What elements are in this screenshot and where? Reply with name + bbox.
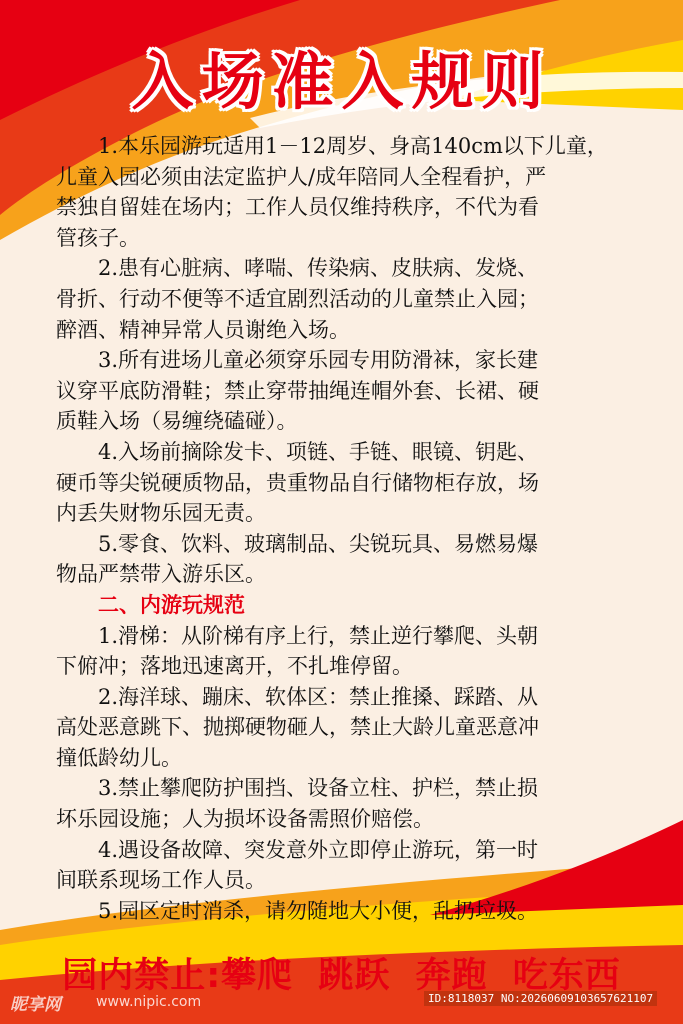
rule-paragraph bbox=[56, 345, 636, 437]
rule-line: 醉酒、精神异常人员谢绝入场。 bbox=[56, 317, 350, 342]
rule-paragraph bbox=[56, 835, 636, 896]
section-2-rules bbox=[56, 621, 636, 927]
rule-line: 物品严禁带入游乐区。 bbox=[56, 562, 266, 587]
slogan-word-2: 跳跃 bbox=[318, 956, 391, 996]
rule-line: 3.禁止攀爬防护围挡、设备立柱、护栏，禁止损 bbox=[98, 776, 539, 801]
rule-line: 坏乐园设施；人为损坏设备需照价赔偿。 bbox=[56, 807, 434, 832]
rule-line: 间联系现场工作人员。 bbox=[56, 868, 266, 893]
slogan-prefix: 园内禁止:攀爬 bbox=[62, 956, 294, 996]
slogan-word-4: 吃东西 bbox=[512, 956, 621, 996]
rule-paragraph bbox=[56, 529, 636, 590]
rule-paragraph bbox=[56, 682, 636, 774]
section-1-rules bbox=[56, 131, 636, 590]
rule-paragraph bbox=[56, 131, 636, 253]
rule-line: 1.滑梯：从阶梯有序上行，禁止逆行攀爬、头朝 bbox=[98, 623, 539, 648]
rule-line: 撞低龄幼儿。 bbox=[56, 745, 182, 770]
rule-line: 议穿平底防滑鞋；禁止穿带抽绳连帽外套、长裙、硬 bbox=[56, 378, 539, 403]
rule-line: 5.零食、饮料、玻璃制品、尖锐玩具、易燃易爆 bbox=[98, 531, 539, 556]
rule-line: 骨折、行动不便等不适宜剧烈活动的儿童禁止入园； bbox=[56, 286, 539, 311]
rule-paragraph bbox=[56, 773, 636, 834]
rule-line: 内丢失财物乐园无责。 bbox=[56, 501, 266, 526]
rule-line: 硬币等尖锐硬质物品，贵重物品自行储物柜存放，场 bbox=[56, 470, 539, 495]
rule-paragraph bbox=[56, 896, 636, 927]
rules-content bbox=[56, 131, 636, 926]
rule-line: 2.患有心脏病、哮喘、传染病、皮肤病、发烧、 bbox=[98, 256, 539, 281]
rule-line: 质鞋入场（易缠绕磕碰）。 bbox=[56, 409, 298, 434]
rule-line: 禁独自留娃在场内；工作人员仅维持秩序，不代为看 bbox=[56, 195, 539, 220]
section-2-title: 二、内游玩规范 bbox=[98, 591, 245, 617]
watermark-url: www.nipic.com bbox=[96, 994, 202, 1010]
rule-line: 管孩子。 bbox=[56, 225, 140, 250]
rule-line: 1.本乐园游玩适用1－12周岁、身高140cm以下儿童， bbox=[98, 134, 608, 158]
watermark-logo: 昵享网 bbox=[10, 995, 61, 1015]
rule-paragraph bbox=[56, 253, 636, 345]
watermark-id: ID:8118037 NO:20260609103657621107 bbox=[424, 991, 657, 1006]
slogan-word-3: 奔跑 bbox=[415, 956, 488, 996]
rule-paragraph bbox=[56, 621, 636, 682]
page-title: 入场准入规则 bbox=[131, 45, 552, 118]
rule-line: 下俯冲；落地迅速离开，不扎堆停留。 bbox=[56, 654, 413, 679]
rule-line: 5.园区定时消杀，请勿随地大小便，乱扔垃圾。 bbox=[98, 898, 539, 923]
rule-line: 4.入场前摘除发卡、项链、手链、眼镜、钥匙、 bbox=[98, 439, 539, 464]
rule-line: 4.遇设备故障、突发意外立即停止游玩，第一时 bbox=[98, 837, 539, 862]
rule-line: 3.所有进场儿童必须穿乐园专用防滑袜，家长建 bbox=[98, 348, 539, 373]
rule-paragraph bbox=[56, 437, 636, 529]
rule-line: 2.海洋球、蹦床、软体区：禁止推搡、踩踏、从 bbox=[98, 684, 539, 709]
rule-line: 高处恶意跳下、抛掷硬物砸人，禁止大龄儿童恶意冲 bbox=[56, 715, 539, 740]
rule-line: 儿童入园必须由法定监护人/成年陪同人全程看护，严 bbox=[56, 164, 547, 189]
